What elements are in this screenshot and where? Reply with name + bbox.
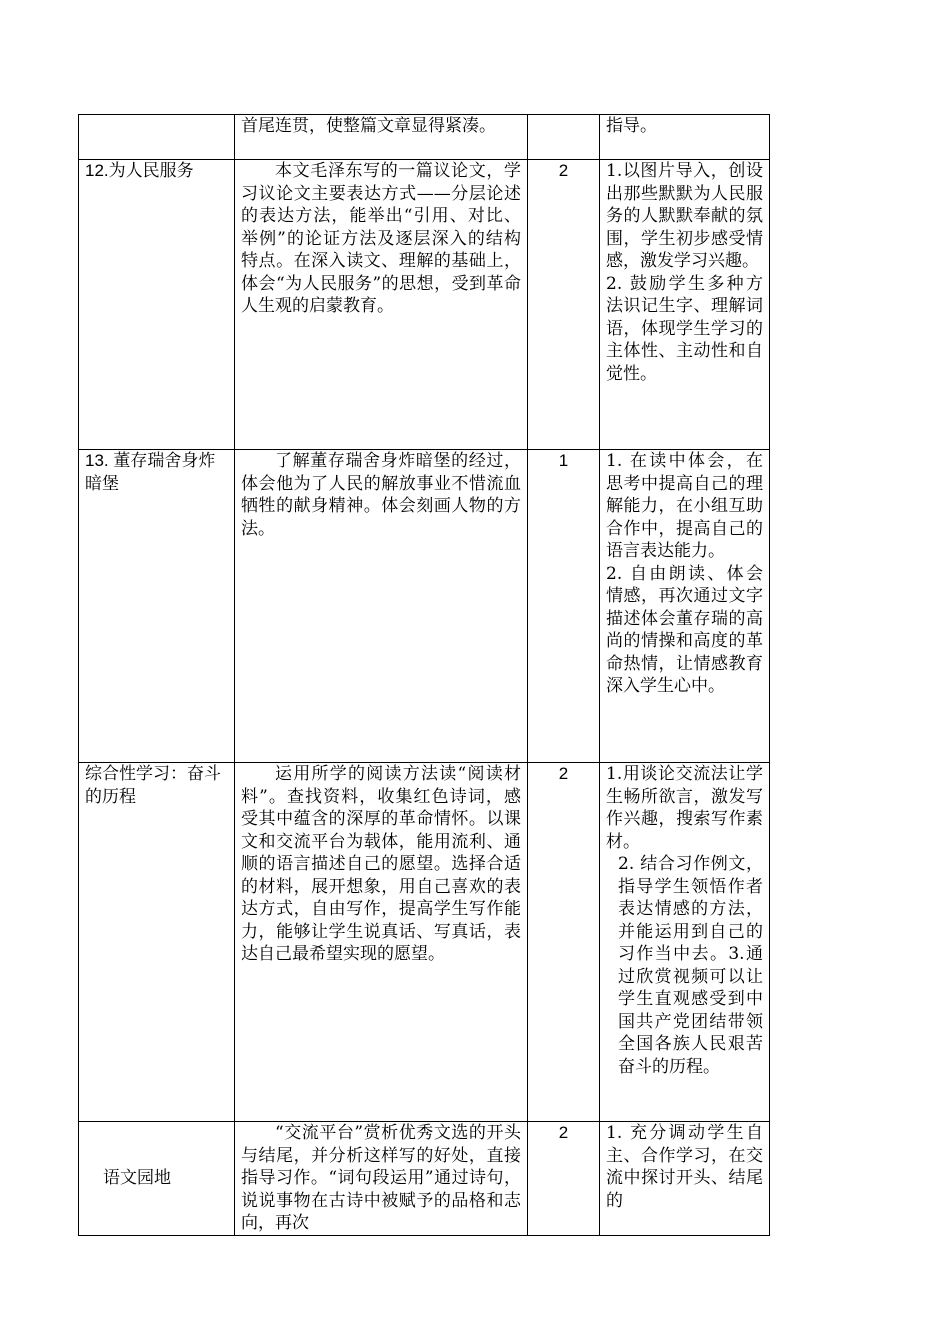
table-row — [79, 1122, 770, 1236]
lesson-hours: 2 — [528, 763, 600, 1122]
lesson-method — [600, 1122, 770, 1236]
lesson-hours: 2 — [528, 160, 600, 450]
lesson-goal: 本文毛泽东写的一篇议论文，学习议论文主要表达方式——分层论述的表达方法，能举出“引用、对比、举例”的论证方法及逐层深入的结构特点。在深入读文、理解的基础上，体会“为人民服务”的思想，受到革命人生观的启蒙教育。 — [235, 160, 528, 450]
lesson-goal: 运用所学的阅读方法读“阅读材料”。查找资料，收集红色诗词，感受其中蕴含的深厚的革命情怀。以课文和交流平台为载体，能用流利、通顺的语言描述自己的愿望。选择合适的材料，展开想象，用自己喜欢的表达方式，自由写作，提高学生写作能力，能够让学生说真话、写真话，表达自己最希望实现的愿望。 — [235, 763, 528, 1122]
lesson-method — [600, 160, 770, 450]
table-row — [79, 450, 770, 763]
method-item: 1. 充分调动学生自主、合作学习，在交流中探讨开头、结尾的 — [606, 1123, 763, 1211]
lesson-title: 13. 董存瑞舍身炸暗堡 — [79, 450, 235, 763]
method-item: 2. 鼓励学生多种方法识记生字、理解词语，体现学生学习的主体性、主动性和自觉性。 — [606, 273, 763, 384]
lesson-title: 语文园地 — [79, 1122, 235, 1236]
lesson-method — [600, 450, 770, 763]
lesson-plan-table — [78, 114, 770, 1236]
table-row — [79, 160, 770, 450]
method-item: 2. 结合习作例文，指导学生领悟作者表达情感的方法，并能运用到自己的习作当中去。3.通过欣赏视频可以让学生直观感受到中国共产党团结带领全国各族人民艰苦奋斗的历程。 — [618, 854, 763, 1077]
lesson-goal: 首尾连贯，使整篇文章显得紧凑。 — [235, 115, 528, 160]
method-item: 2. 自由朗读、体会情感，再次通过文字描述体会董存瑞的高尚的情操和高度的革命热情，让情感教育深入学生心中。 — [606, 563, 763, 696]
lesson-goal: 了解董存瑞舍身炸暗堡的经过，体会他为了人民的解放事业不惜流血牺牲的献身精神。体会刻画人物的方法。 — [235, 450, 528, 763]
lesson-method — [600, 763, 770, 1122]
lesson-hours: 2 — [528, 1122, 600, 1236]
method-item: 1. 在读中体会，在思考中提高自己的理解能力，在小组互助合作中，提高自己的语言表达能力。 — [606, 451, 763, 561]
lesson-method — [600, 115, 770, 160]
lesson-title: 综合性学习：奋斗的历程 — [79, 763, 235, 1122]
lesson-goal: “交流平台”赏析优秀文选的开头与结尾，并分析这样写的好处，直接指导习作。“词句段运用”通过诗句，说说事物在古诗中被赋予的品格和志向，再次 — [235, 1122, 528, 1236]
method-item: 指导。 — [606, 116, 657, 136]
lesson-title — [79, 115, 235, 160]
lesson-hours — [528, 115, 600, 160]
lesson-hours: 1 — [528, 450, 600, 763]
method-item: 1.用谈论交流法让学生畅所欲言，激发写作兴趣，搜索写作素材。 — [606, 764, 763, 852]
table-row — [79, 763, 770, 1122]
table-row — [79, 115, 770, 160]
method-item: 1.以图片导入，创设出那些默默为人民服务的人默默奉献的氛围，学生初步感受情感，激发学习兴趣。 — [606, 161, 763, 271]
lesson-title: 12.为人民服务 — [79, 160, 235, 450]
